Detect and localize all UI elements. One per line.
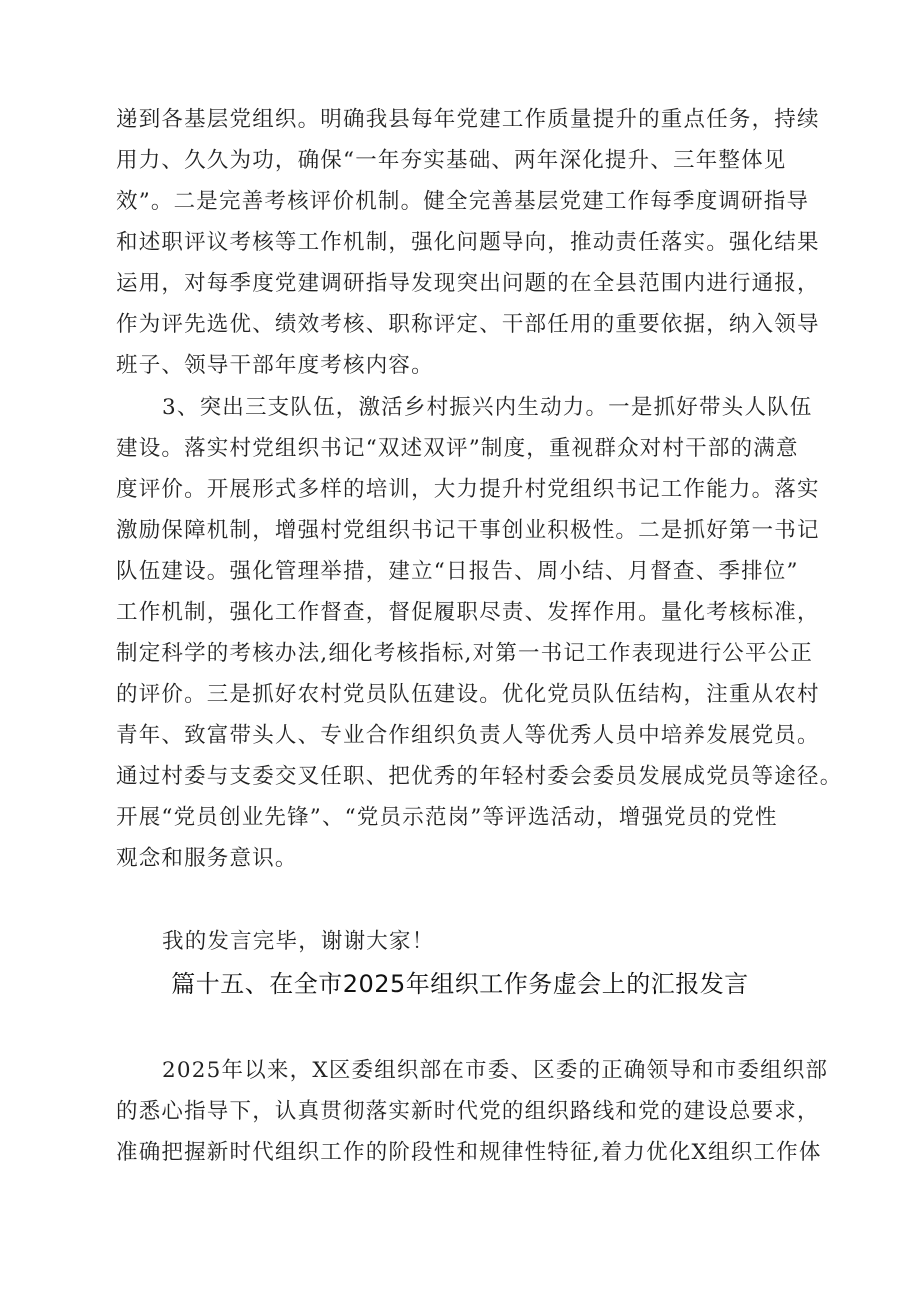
- section-title: 篇十五、在全市2025年组织工作务虚会上的汇报发言: [171, 970, 749, 998]
- text-line: 通过村委与支委交叉任职、把优秀的年轻村委会委员发展成党员等途径。: [116, 764, 843, 789]
- text-line: 班子、领导干部年度考核内容。: [116, 353, 434, 378]
- text-line: 观念和服务意识。: [116, 846, 298, 871]
- text-line: 的悉心指导下，认真贯彻落实新时代党的组织路线和党的建设总要求，: [116, 1099, 820, 1124]
- text-line: 用力、久久为功，确保“一年夯实基础、两年深化提升、三年整体见: [116, 148, 787, 173]
- paragraph-first-line: 3、突出三支队伍，激活乡村振兴内生动力。一是抓好带头人队伍: [162, 395, 813, 420]
- text-line: 准确把握新时代组织工作的阶段性和规律性特征,着力优化X组织工作体: [116, 1140, 822, 1165]
- text-line: 开展“党员创业先锋”、“党员示范岗”等评选活动，增强党员的党性: [116, 805, 778, 830]
- text-line: 的评价。三是抓好农村党员队伍建设。优化党员队伍结构，注重从农村: [116, 682, 820, 707]
- text-line: 递到各基层党组织。明确我县每年党建工作质量提升的重点任务，持续: [116, 107, 820, 132]
- paragraph-first-line: 2025年以来，X区委组织部在市委、区委的正确领导和市委组织部: [162, 1058, 829, 1083]
- text-line: 制定科学的考核办法,细化考核指标,对第一书记工作表现进行公平公正: [116, 641, 814, 666]
- text-line: 工作机制，强化工作督查，督促履职尽责、发挥作用。量化考核标准，: [116, 600, 820, 625]
- text-line: 青年、致富带头人、专业合作组织负责人等优秀人员中培养发展党员。: [116, 723, 820, 748]
- text-line: 和述职评议考核等工作机制，强化问题导向，推动责任落实。强化结果: [116, 230, 820, 255]
- text-line: 效”。二是完善考核评价机制。健全完善基层党建工作每季度调研指导: [116, 189, 810, 214]
- text-line: 激励保障机制，增强村党组织书记干事创业积极性。二是抓好第一书记: [116, 518, 820, 543]
- closing-remark: 我的发言完毕，谢谢大家！: [162, 929, 435, 954]
- text-line: 建设。落实村党组织书记“双述双评”制度，重视群众对村干部的满意: [116, 436, 799, 461]
- text-line: 作为评先选优、绩效考核、职称评定、干部任用的重要依据，纳入领导: [116, 312, 820, 337]
- text-line: 队伍建设。强化管理举措，建立“日报告、周小结、月督查、季排位”: [116, 559, 799, 584]
- text-line: 度评价。开展形式多样的培训，大力提升村党组织书记工作能力。落实: [116, 477, 820, 502]
- text-line: 运用，对每季度党建调研指导发现突出问题的在全县范围内进行通报，: [116, 271, 820, 296]
